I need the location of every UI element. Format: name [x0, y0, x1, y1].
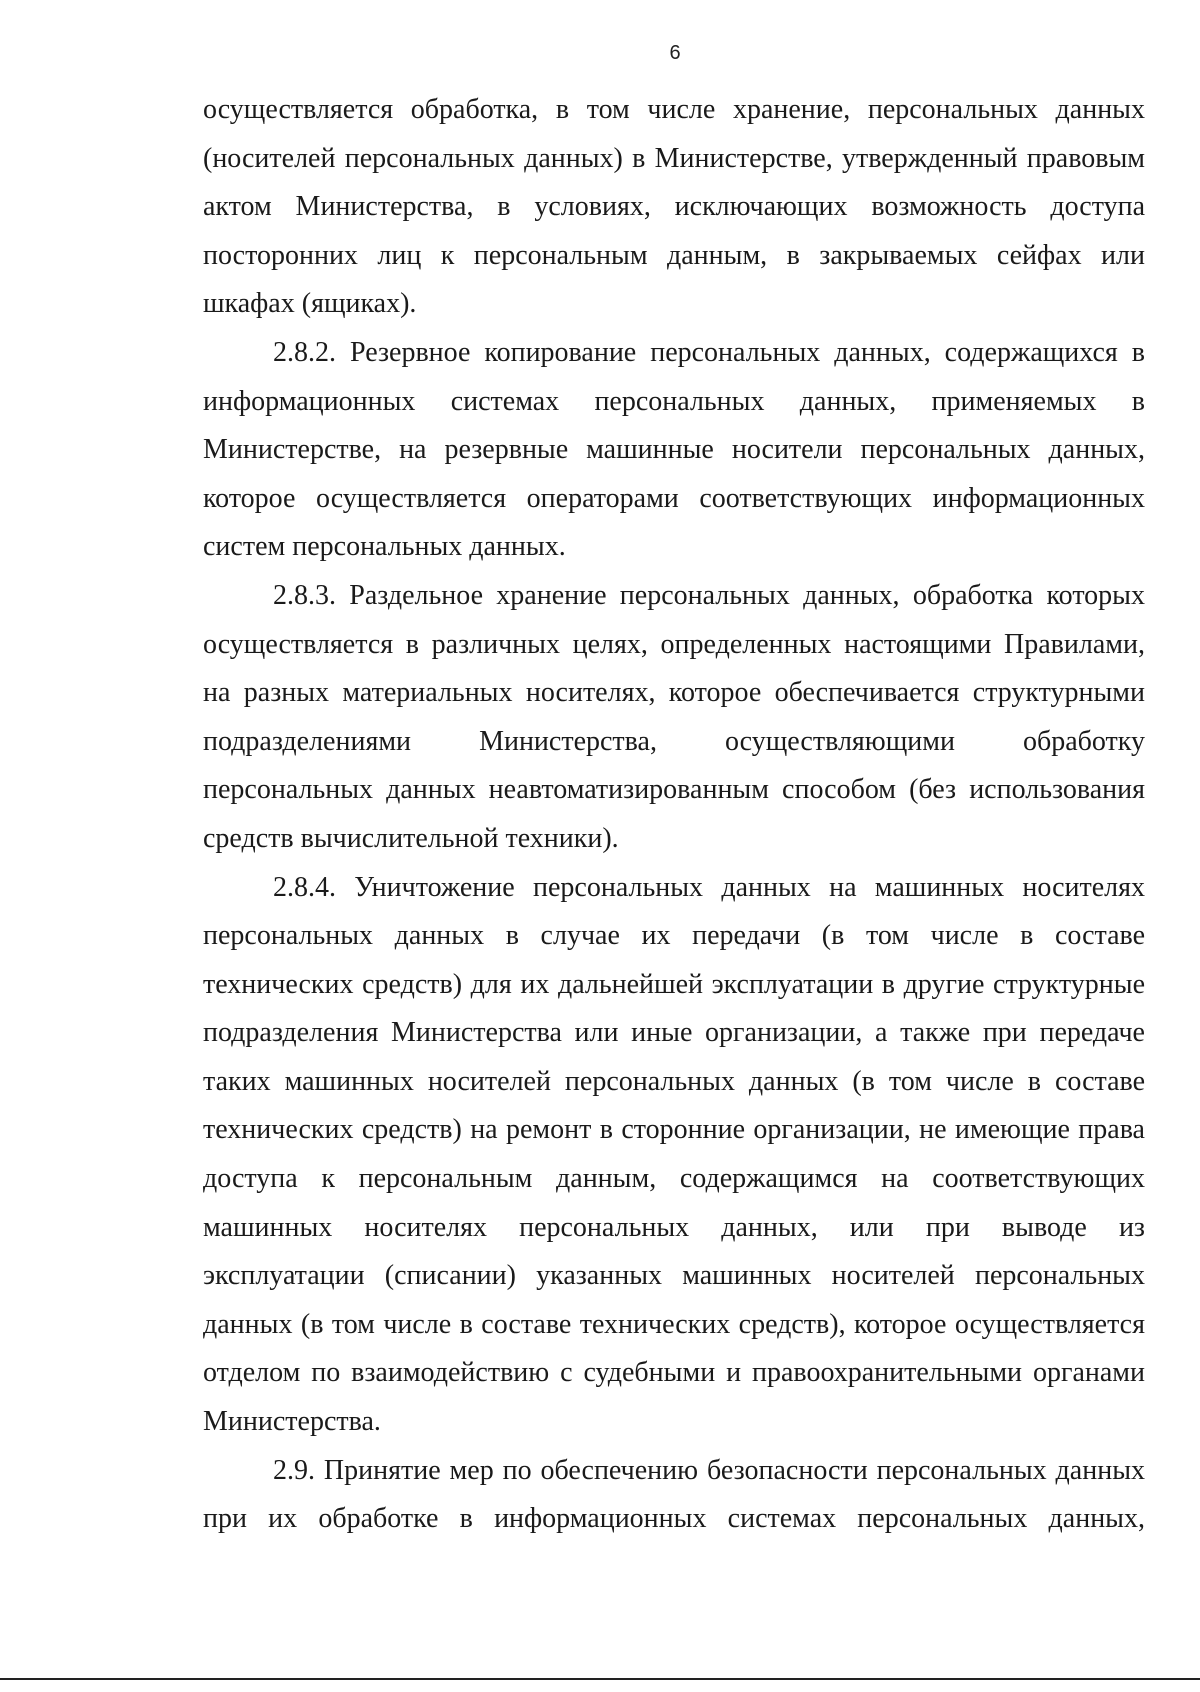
text-line: данных (в том числе в составе технических средств), которое осуществляется [203, 1308, 1145, 1340]
text-line: при их обработке в информационных системах персональных данных, [203, 1503, 1145, 1535]
document-body [203, 86, 1145, 1544]
paragraph-2-8-3-start: 2.8.3. Раздельное хранение персональных данных, обработка которых [273, 579, 1145, 611]
text-line: осуществляется обработка, в том числе хранение, персональных данных [203, 94, 1145, 125]
text-line: осуществляется в различных целях, определенных настоящими Правилами, [203, 628, 1145, 660]
text-line: информационных системах персональных данных, применяемых в [203, 385, 1145, 417]
text-line: эксплуатации (списании) указанных машинных носителей персональных [203, 1260, 1145, 1292]
paragraph-2-8-4-start: 2.8.4. Уничтожение персональных данных на машинных носителях [273, 871, 1145, 903]
text-line: персональных данных в случае их передачи (в том числе в составе [203, 920, 1145, 952]
paragraph-2-8-2-start: 2.8.2. Резервное копирование персональных данных, содержащихся в [273, 336, 1145, 368]
paragraph-2-9-start: 2.9. Принятие мер по обеспечению безопасности персональных данных [273, 1454, 1145, 1486]
text-line: отделом по взаимодействию с судебными и правоохранительными органами [203, 1357, 1145, 1389]
text-line: на разных материальных носителях, которое обеспечивается структурными [203, 677, 1145, 709]
page-number: 6 [669, 42, 681, 64]
text-line: технических средств) для их дальнейшей эксплуатации в другие структурные [203, 968, 1145, 1000]
text-line: подразделениями Министерства, осуществляющими обработку [203, 725, 1145, 757]
text-line: (носителей персональных данных) в Министерстве, утвержденный правовым [203, 142, 1145, 174]
text-line: Министерстве, на резервные машинные носители персональных данных, [203, 434, 1145, 466]
scan-bottom-edge [0, 1678, 1200, 1680]
text-line: персональных данных неавтоматизированным способом (без использования [203, 774, 1145, 806]
text-line: посторонних лиц к персональным данным, в закрываемых сейфах или [203, 239, 1145, 271]
text-line: доступа к персональным данным, содержащимся на соответствующих [203, 1163, 1145, 1195]
text-line: актом Министерства, в условиях, исключающих возможность доступа [203, 191, 1145, 223]
text-line: средств вычислительной техники). [203, 822, 619, 854]
text-line: машинных носителях персональных данных, или при выводе из [203, 1211, 1145, 1243]
text-line: таких машинных носителей персональных данных (в том числе в составе [203, 1065, 1145, 1097]
text-line: подразделения Министерства или иные организации, а также при передаче [203, 1017, 1145, 1049]
text-line: которое осуществляется операторами соответствующих информационных [203, 482, 1145, 514]
text-line: шкафах (ящиках). [203, 288, 417, 320]
text-line: Министерства. [203, 1406, 381, 1438]
text-line: технических средств) на ремонт в сторонние организации, не имеющие права [203, 1114, 1145, 1146]
text-line: систем персональных данных. [203, 531, 566, 563]
